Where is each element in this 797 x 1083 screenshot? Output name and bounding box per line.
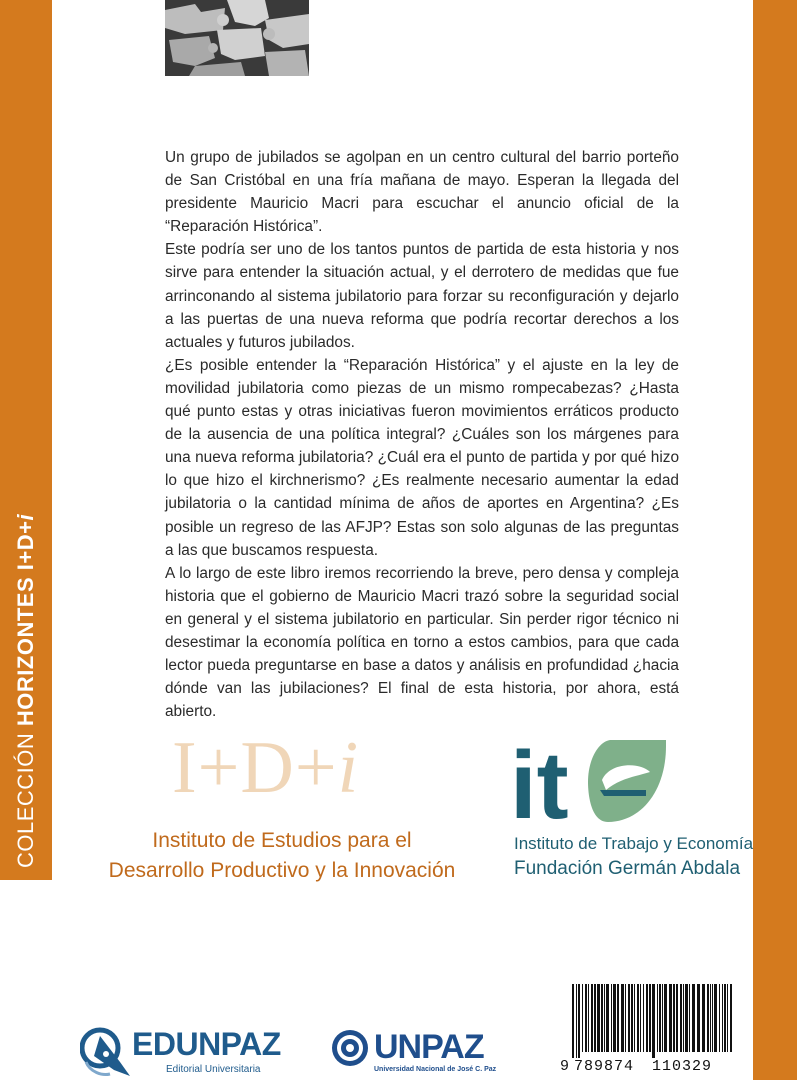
barcode-bar — [652, 984, 655, 1058]
pen-nib-icon — [80, 1022, 132, 1078]
barcode-bar — [576, 984, 577, 1058]
barcode-bar — [631, 984, 633, 1052]
ite-leaf-icon — [588, 740, 666, 822]
ite-logo — [510, 732, 670, 832]
ite-name-line1: Instituto de Trabajo y Economía — [514, 834, 754, 853]
barcode-bar — [697, 984, 700, 1052]
puzzle-image — [165, 0, 309, 76]
barcode-bar — [649, 984, 651, 1052]
barcode-bar — [634, 984, 635, 1052]
barcode-bar — [730, 984, 732, 1052]
barcode-bars — [572, 984, 736, 1058]
barcode-bar — [689, 984, 690, 1052]
barcode-bar — [673, 984, 675, 1052]
barcode-bar — [617, 984, 619, 1052]
barcode — [560, 970, 738, 1076]
barcode-bar — [707, 984, 709, 1052]
ite-letters: it — [510, 732, 569, 832]
barcode-bar — [591, 984, 593, 1052]
unpaz-logo — [330, 1028, 510, 1078]
back-cover-text — [165, 146, 679, 723]
edunpaz-logo — [80, 1022, 280, 1078]
barcode-digits-right: 110329 — [652, 1058, 713, 1075]
barcode-bar — [680, 984, 682, 1052]
barcode-bar — [662, 984, 663, 1052]
barcode-bar — [613, 984, 616, 1052]
barcode-bar — [597, 984, 600, 1052]
spine-collection: HORIZONTES I+D+i — [13, 513, 38, 727]
barcode-bar — [659, 984, 661, 1052]
barcode-bar — [606, 984, 609, 1052]
edunpaz-subtitle: Editorial Universitaria — [166, 1064, 261, 1075]
barcode-bar — [710, 984, 711, 1052]
barcode-bar — [637, 984, 639, 1052]
barcode-bar — [572, 984, 574, 1058]
spine-collection-title — [8, 308, 44, 868]
barcode-bar — [714, 984, 717, 1052]
barcode-bar — [664, 984, 667, 1052]
barcode-bar — [621, 984, 624, 1052]
barcode-bar — [611, 984, 612, 1052]
paragraph: Este podría ser uno de los tantos puntos de partida de esta historia y nos sirve para entender la situación actual, y el derrotero de medidas que fue arrinconando al sistema jubilatorio para forzar su reconfiguración y dejarlo a las puertas de una nueva reforma que podría recortar derechos a los actuales y futuros jubilados. — [165, 241, 679, 351]
barcode-bar — [625, 984, 626, 1052]
unpaz-wordmark: UNPAZ — [374, 1028, 484, 1066]
barcode-bar — [712, 984, 713, 1052]
barcode-bar — [719, 984, 720, 1052]
idi-institute-name: Instituto de Estudios para el Desarrollo Productivo y la Innovación — [108, 829, 456, 882]
barcode-bar — [594, 984, 596, 1052]
paragraph: A lo largo de este libro iremos recorriendo la breve, pero densa y compleja historia que el gobierno de Mauricio Macri trazó sobre la seguridad social en general y el sistema jubilatorio en particular. Sin perder rigor técnico ni desestimar la economía política en torno a estos cambios, para que cada lector pueda preguntarse en base a datos y análisis en profundidad ¿hacia dónde van las jubilaciones? El final de esta historia, por ahora, está abierto. — [165, 564, 679, 721]
barcode-digits-left: 789874 — [574, 1058, 635, 1075]
barcode-bar — [601, 984, 603, 1052]
unpaz-seal-icon — [330, 1028, 370, 1068]
barcode-bar — [582, 984, 583, 1052]
ite-name-line2: Fundación Germán Abdala — [514, 858, 741, 879]
barcode-bar — [702, 984, 705, 1052]
barcode-bar — [685, 984, 688, 1052]
unpaz-subtitle: Universidad Nacional de José C. Paz — [374, 1066, 497, 1073]
barcode-bar — [669, 984, 672, 1052]
barcode-bar — [640, 984, 641, 1052]
barcode-bar — [578, 984, 580, 1058]
barcode-bar — [692, 984, 695, 1052]
barcode-bar — [585, 984, 587, 1052]
barcode-bar — [628, 984, 630, 1052]
barcode-bar — [676, 984, 678, 1052]
barcode-bar — [646, 984, 648, 1052]
barcode-bar — [588, 984, 589, 1052]
barcode-bar — [683, 984, 684, 1052]
right-orange-band — [753, 0, 797, 1080]
paragraph: ¿Es posible entender la “Reparación Histórica” y el ajuste en la ley de movilidad jubilatoria como piezas de un mismo rompecabezas? ¿Hasta qué punto estas y otras iniciativas fueron movimientos erráticos producto de la ausencia de una política integral? ¿Cuáles son los márgenes para una nueva reforma jubilatoria? ¿Cuál era el punto de partida y por qué hizo lo que hizo el kirchnerismo? ¿Es realmente necesario aumentar la edad jubilatoria o la cantidad mínima de años de aportes en Argentina? ¿Es posible un regreso de las AFJP? Estas son solo algunas de las preguntas a las que buscamos respuesta. — [165, 356, 679, 559]
spine-prefix: COLECCIÓN — [13, 732, 38, 868]
barcode-bar — [657, 984, 658, 1052]
barcode-bar — [722, 984, 723, 1052]
barcode-lead-digit: 9 — [560, 1058, 570, 1075]
idi-logo-mark: I+D+i — [172, 727, 360, 809]
barcode-bar — [643, 984, 644, 1052]
edunpaz-wordmark: EDUNPAZ — [132, 1026, 281, 1062]
barcode-bar — [604, 984, 605, 1052]
barcode-bar — [727, 984, 728, 1052]
paragraph: Un grupo de jubilados se agolpan en un centro cultural del barrio porteño de San Cristóbal en una fría mañana de mayo. Esperan la llegada del presidente Mauricio Macri para escuchar el anuncio oficial de la “Reparación Histórica”. — [165, 149, 679, 236]
barcode-bar — [724, 984, 726, 1052]
